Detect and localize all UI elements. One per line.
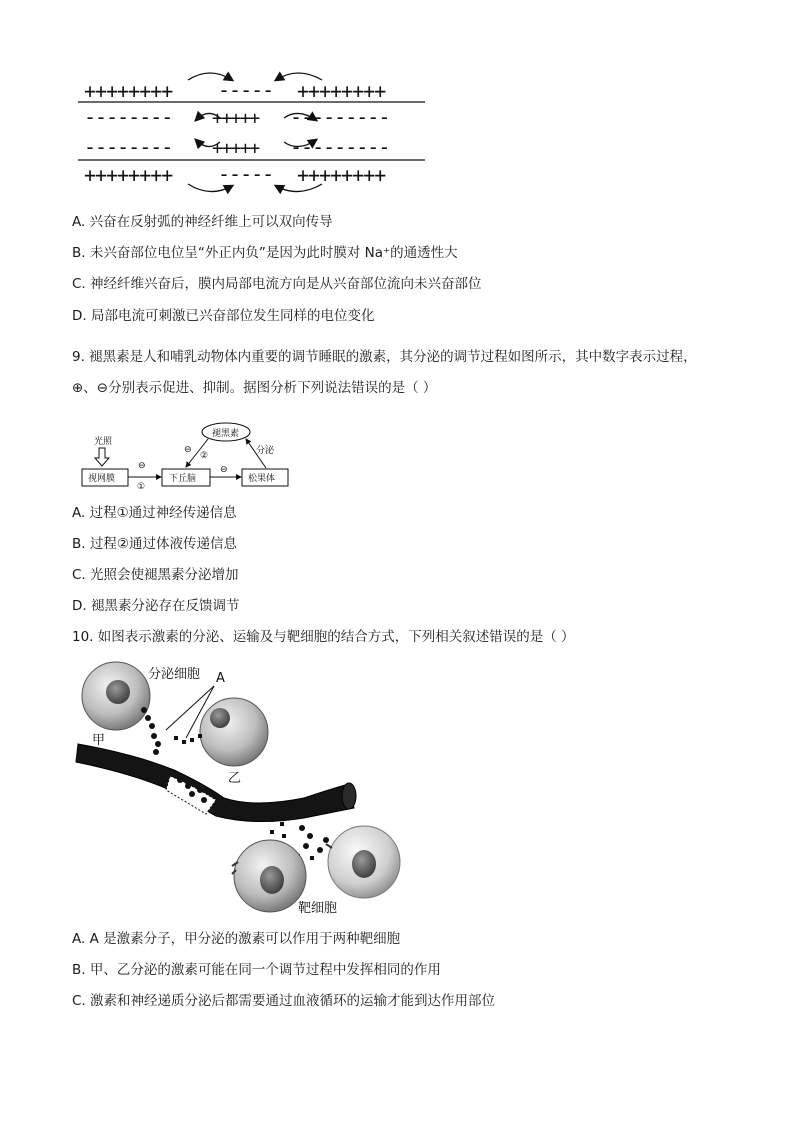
row1-plus-right: ++++++++: [297, 79, 386, 103]
q9-option-d[interactable]: D. 褪黑素分泌存在反馈调节: [72, 598, 240, 614]
q8-option-c[interactable]: C. 神经纤维兴奋后，膜内局部电流方向是从兴奋部位流向未兴奋部位: [72, 276, 482, 292]
pineal-label: 松果体: [248, 474, 276, 484]
row3-plus: +++++: [212, 138, 259, 159]
row3-minus-left: --------: [84, 135, 173, 159]
vessel-opening: [342, 783, 356, 809]
label-yi: 乙: [228, 771, 242, 786]
q8-option-b[interactable]: B. 未兴奋部位电位呈“外正内负”是因为此时膜对 Na⁺的通透性大: [72, 245, 458, 261]
row2-minus-left: --------: [84, 105, 173, 129]
inhibit-sign-retina: ⊖: [138, 461, 146, 471]
light-hollow-arrow: [95, 448, 109, 466]
inhibit-sign-feedback: ⊖: [184, 445, 192, 455]
q9-stem-line1: 9. 褪黑素是人和哺乳动物体内重要的调节睡眠的激素，其分泌的调节过程如图所示，其中数字表示过程，: [72, 349, 697, 365]
target-cell-label: 靶细胞: [298, 901, 338, 916]
row1-plus-left: ++++++++: [84, 79, 173, 103]
label-a: A: [216, 671, 225, 686]
secretory-cell-label: 分泌细胞: [148, 667, 201, 682]
secretory-cell-nucleus: [106, 680, 130, 704]
q9-option-c[interactable]: C. 光照会使褪黑素分泌增加: [72, 567, 239, 583]
q9-stem-line2: ⊕、⊖分别表示促进、抑制。据图分析下列说法错误的是（ ）: [72, 380, 437, 396]
q9-option-b[interactable]: B. 过程②通过体液传递信息: [72, 536, 237, 552]
row3-minus-right: ---------: [290, 135, 390, 159]
melatonin-label: 褪黑素: [212, 429, 240, 439]
row2-plus: +++++: [212, 108, 259, 129]
second-secretory-cell: [200, 698, 268, 766]
hypothalamus-label: 下丘脑: [169, 474, 197, 484]
q8-option-d[interactable]: D. 局部电流可刺激已兴奋部位发生同样的电位变化: [72, 308, 375, 324]
q10-option-c[interactable]: C. 激素和神经递质分泌后都需要通过血液循环的运输才能到达作用部位: [72, 993, 496, 1009]
light-label: 光照: [94, 437, 113, 447]
retina-label: 视网膜: [88, 474, 116, 484]
q10-stem: 10. 如图表示激素的分泌、运输及与靶细胞的结合方式，下列相关叙述错误的是（ ）: [72, 629, 575, 645]
q8-option-a[interactable]: A. 兴奋在反射弧的神经纤维上可以双向传导: [72, 214, 333, 230]
row2-minus-right: ---------: [290, 105, 390, 129]
second-cell-nucleus: [210, 708, 230, 728]
secrete-label: 分泌: [256, 446, 275, 456]
q9-option-a[interactable]: A. 过程①通过神经传递信息: [72, 505, 237, 521]
row4-minus: -----: [218, 162, 274, 186]
q10-option-b[interactable]: B. 甲、乙分泌的激素可能在同一个调节过程中发挥相同的作用: [72, 962, 441, 978]
nerve-fiber-figure: [70, 62, 440, 197]
target-cell-left-nucleus: [260, 866, 284, 894]
q10-option-a[interactable]: A. A 是激素分子，甲分泌的激素可以作用于两种靶细胞: [72, 931, 401, 947]
melatonin-regulation-diagram: [76, 420, 296, 492]
row4-plus-left: ++++++++: [84, 163, 173, 187]
inhibit-sign-pineal: ⊖: [220, 465, 228, 475]
row4-plus-right: ++++++++: [297, 163, 386, 187]
target-cell-right-nucleus: [352, 850, 376, 878]
row1-minus: -----: [218, 78, 274, 102]
step1-label: ①: [137, 482, 146, 492]
step2-label: ②: [200, 451, 209, 461]
hormone-transport-diagram: [74, 658, 414, 920]
label-jia: 甲: [92, 733, 106, 748]
